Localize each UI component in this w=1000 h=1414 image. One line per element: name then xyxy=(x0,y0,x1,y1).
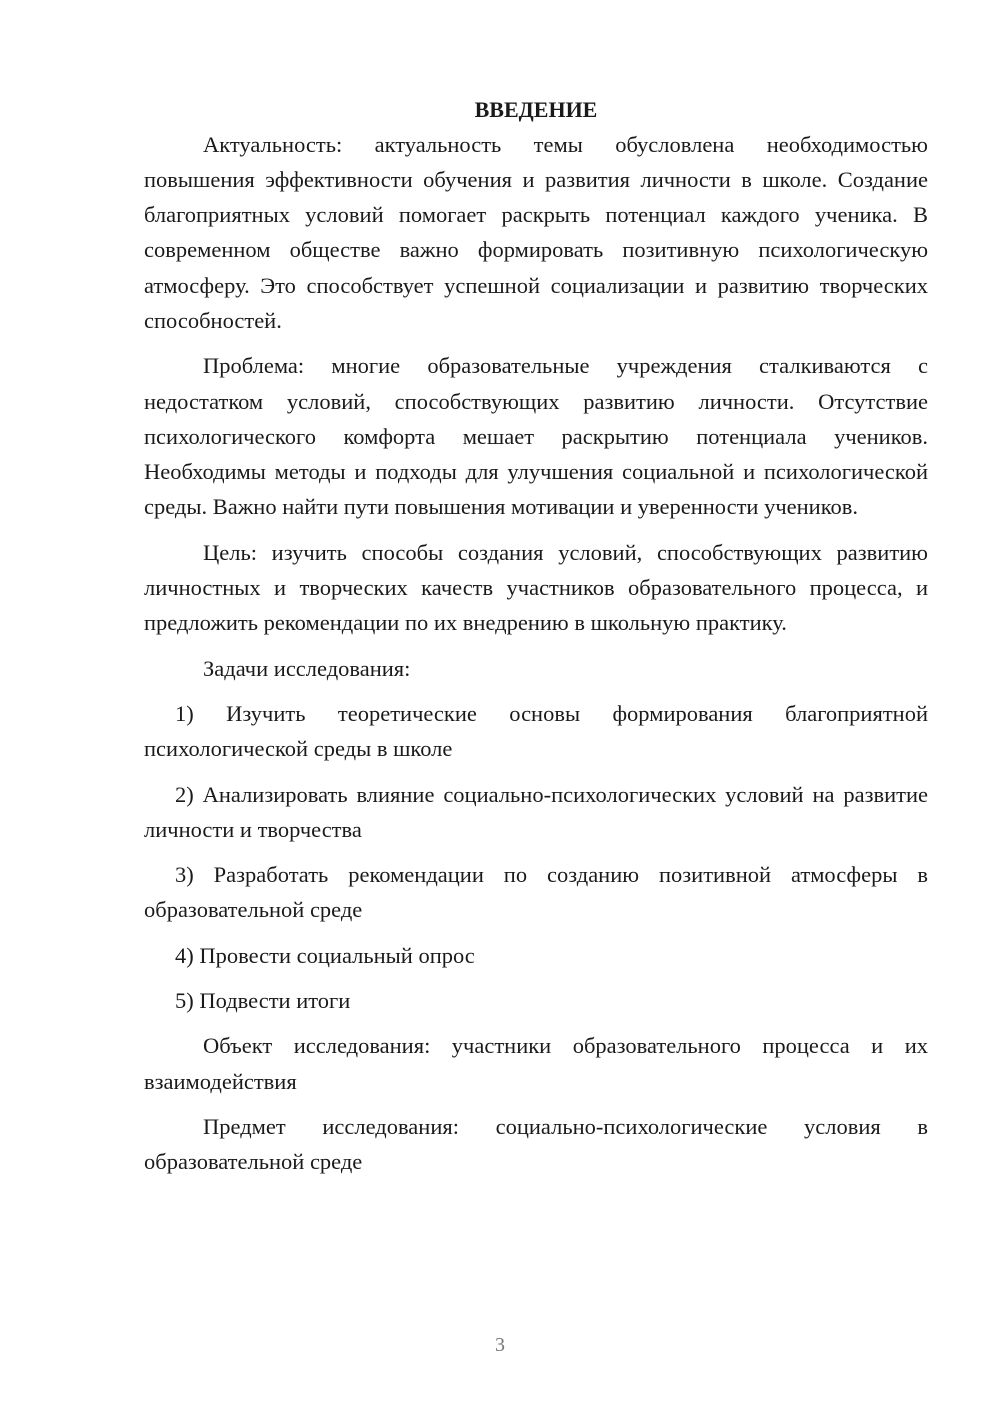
tasks-heading: Задачи исследования: xyxy=(203,655,411,681)
page-title: ВВЕДЕНИЕ xyxy=(474,97,598,122)
task-item: 5) Подвести итоги xyxy=(175,988,351,1014)
task-item: 4) Провести социальный опрос xyxy=(175,942,475,968)
task-item: 2) Анализировать влияние социально-психологических условий на развитие личности и творчества xyxy=(144,781,928,842)
subject-paragraph: Предмет исследования: социально-психологические условия в образовательной среде xyxy=(144,1113,928,1175)
document-body xyxy=(144,92,928,1190)
task-item: 1) Изучить теоретические основы формирования благоприятной психологической среды в школе xyxy=(144,700,928,762)
relevance-paragraph: Актуальность: актуальность темы обусловлена необходимостью повышения эффективности обучения и развития личности в школе. Создание благоприятных условий помогает раскрыть потенциал каждого ученика. В современном обществе важно формировать позитивную психологическую атмосферу. Это способствует успешной социализации и развитию творческих способностей. xyxy=(144,131,928,333)
goal-paragraph: Цель: изучить способы создания условий, способствующих развитию личностных и творческих качеств участников образовательного процесса, и предложить рекомендации по их внедрению в школьную практику. xyxy=(144,539,928,636)
page-number: 3 xyxy=(495,1334,505,1356)
problem-paragraph: Проблема: многие образовательные учреждения сталкиваются с недостатком условий, способствующих развитию личности. Отсутствие психологического комфорта мешает раскрытию потенциала учеников. Необходимы методы и подходы для улучшения социальной и психологической среды. Важно найти пути повышения мотивации и уверенности учеников. xyxy=(144,353,928,520)
task-item: 3) Разработать рекомендации по созданию позитивной атмосферы в образовательной среде xyxy=(144,862,928,923)
object-paragraph: Объект исследования: участники образовательного процесса и их взаимодействия xyxy=(144,1033,928,1094)
